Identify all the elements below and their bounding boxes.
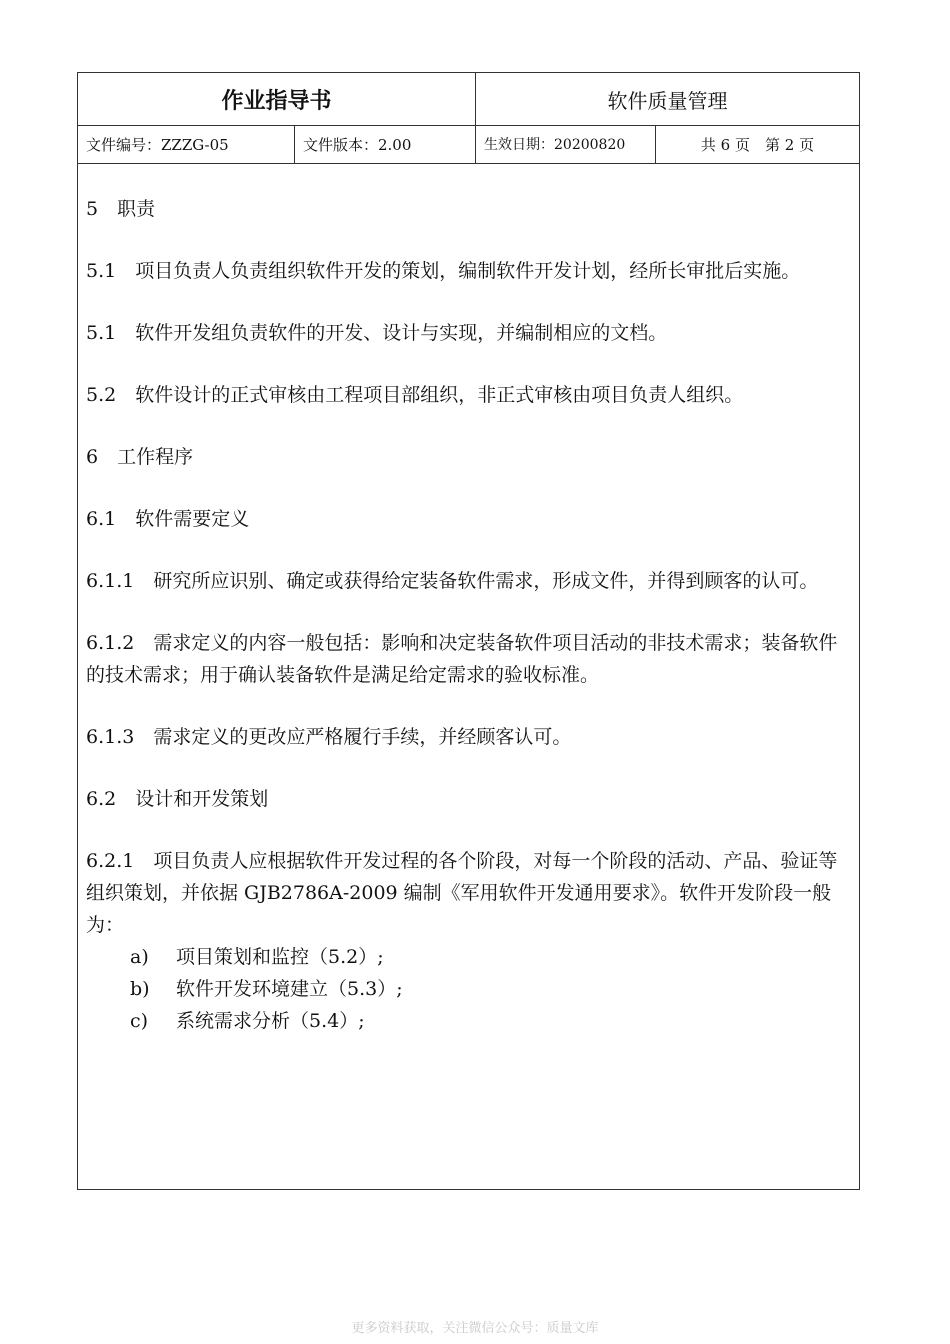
- list-text: 软件开发环境建立（5.3）;: [176, 978, 403, 1000]
- stage-list: [86, 941, 845, 1037]
- document-body: [86, 193, 845, 1037]
- page-count: 共 6 页 第 2 页: [700, 135, 815, 154]
- clause-6-1-1: 6.1.1 研究所应识别、确定或获得给定装备软件需求，形成文件，并得到顾客的认可。: [86, 570, 819, 592]
- clause-6-2: 6.2 设计和开发策划: [86, 788, 269, 810]
- footer-watermark: 更多资料获取，关注微信公众号：质量文库: [351, 1321, 599, 1336]
- section-5-heading: 5 职责: [86, 198, 156, 220]
- list-marker: a): [130, 946, 149, 968]
- clause-6-1-3: 6.1.3 需求定义的更改应严格履行手续，并经顾客认可。: [86, 726, 572, 748]
- document-title: 作业指导书: [78, 73, 476, 125]
- list-marker: c): [130, 1010, 149, 1032]
- header-row-top: [78, 73, 859, 126]
- doc-version: 文件版本：2.00: [295, 125, 476, 163]
- list-item: [86, 941, 845, 973]
- list-marker: b): [130, 978, 150, 1000]
- list-text: 项目策划和监控（5.2）;: [176, 946, 384, 968]
- list-text: 系统需求分析（5.4）;: [176, 1010, 365, 1032]
- clause-6-1-2: 6.1.2 需求定义的内容一般包括：影响和决定装备软件项目活动的非技术需求；装备软件的技术需求；用于确认装备软件是满足给定需求的验收标准。: [86, 632, 838, 686]
- doc-number: 文件编号：ZZZG-05: [78, 125, 295, 163]
- clause-6-1: 6.1 软件需要定义: [86, 508, 250, 530]
- clause-6-2-1: 6.2.1 项目负责人应根据软件开发过程的各个阶段，对每一个阶段的活动、产品、验证等组织策划，并依据 GJB2786A-2009 编制《军用软件开发通用要求》。软件开发阶段一般为：: [86, 850, 838, 936]
- list-item: [86, 973, 845, 1005]
- document-frame: [77, 72, 860, 1190]
- clause-5-1: 5.1 项目负责人负责组织软件开发的策划，编制软件开发计划，经所长审批后实施。: [86, 260, 801, 282]
- header-row-meta: [78, 125, 859, 164]
- clause-5-1b: 5.1 软件开发组负责软件的开发、设计与实现，并编制相应的文档。: [86, 322, 668, 344]
- document-subject: 软件质量管理: [607, 88, 728, 113]
- clause-5-2: 5.2 软件设计的正式审核由工程项目部组织，非正式审核由项目负责人组织。: [86, 384, 744, 406]
- effective-date: 生效日期：20200820: [476, 125, 656, 163]
- section-6-heading: 6 工作程序: [86, 446, 194, 468]
- list-item: [86, 1005, 845, 1037]
